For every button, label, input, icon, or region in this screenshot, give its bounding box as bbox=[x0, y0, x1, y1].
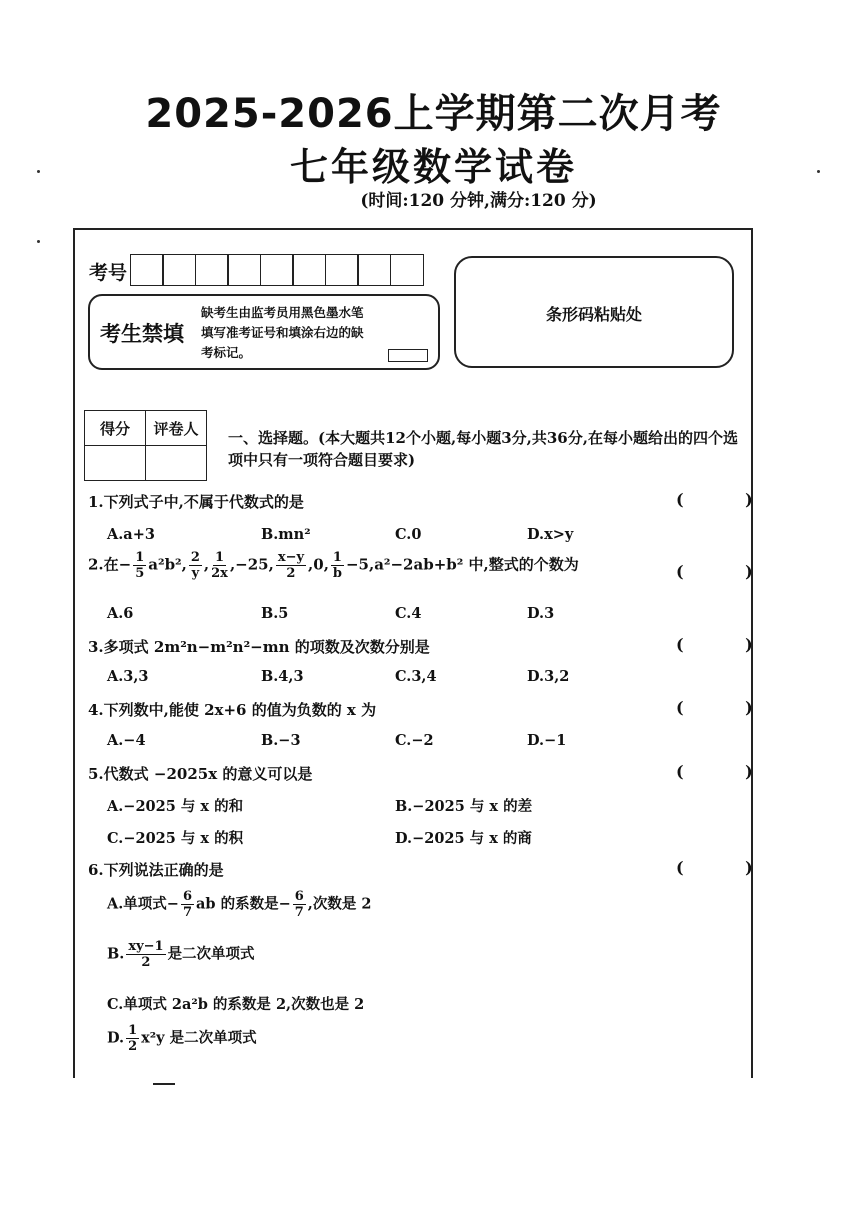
absent-mark-box[interactable] bbox=[388, 349, 428, 362]
denominator: 7 bbox=[294, 905, 304, 920]
q4-option-b: B.−3 bbox=[261, 732, 301, 749]
exam-number-box[interactable] bbox=[227, 254, 261, 286]
numerator: 6 bbox=[294, 889, 304, 904]
score-table bbox=[84, 410, 207, 481]
exam-number-box[interactable] bbox=[195, 254, 229, 286]
q6-a-text: ,次数是 2 bbox=[307, 895, 372, 913]
q2-text: −5,a²−2ab+b² 中,整式的个数为 bbox=[345, 555, 579, 574]
q2-option-c: C.4 bbox=[395, 605, 422, 622]
q1-option-c: C.0 bbox=[395, 526, 422, 543]
numerator: xy−1 bbox=[128, 939, 164, 954]
q2-text: 2.在− bbox=[88, 555, 132, 574]
exam-number-boxes[interactable] bbox=[131, 254, 424, 286]
q2-fraction bbox=[331, 551, 344, 580]
exam-subtitle: 七年级数学试卷 bbox=[289, 145, 577, 189]
q3-option-c: C.3,4 bbox=[395, 668, 437, 685]
time-info: (时间:120 分钟,满分:120 分) bbox=[360, 191, 597, 211]
q2-fraction bbox=[133, 551, 146, 580]
scan-dash bbox=[153, 1083, 175, 1085]
scan-speck bbox=[37, 170, 40, 173]
q3-option-b: B.4,3 bbox=[261, 668, 304, 685]
scan-speck bbox=[817, 170, 820, 173]
q6-b-text: 是二次单项式 bbox=[167, 945, 255, 963]
q1-option-b: B.mn² bbox=[261, 526, 311, 543]
q6-d-fraction bbox=[126, 1024, 139, 1053]
question-3-stem: 3.多项式 2m²n−m²n²−mn 的项数及次数分别是 bbox=[88, 638, 430, 656]
q6-option-a bbox=[107, 890, 371, 919]
exam-number-box[interactable] bbox=[292, 254, 326, 286]
exam-number-label: 考号 bbox=[89, 262, 128, 284]
scan-speck bbox=[37, 240, 40, 243]
score-cell[interactable] bbox=[85, 446, 146, 481]
denominator: 2 bbox=[141, 955, 151, 970]
q5-option-a: A.−2025 与 x 的和 bbox=[107, 798, 244, 815]
q2-text: ,0, bbox=[308, 555, 329, 574]
numerator: 1 bbox=[215, 550, 225, 565]
answer-paren[interactable]: ( ) bbox=[676, 562, 781, 581]
denominator: 5 bbox=[135, 566, 145, 581]
answer-paren[interactable]: ( ) bbox=[676, 762, 781, 781]
exam-number-box[interactable] bbox=[162, 254, 196, 286]
q1-option-d: D.x>y bbox=[527, 526, 574, 543]
question-6-stem: 6.下列说法正确的是 bbox=[88, 861, 224, 879]
q2-option-d: D.3 bbox=[527, 605, 555, 622]
denominator: y bbox=[191, 566, 200, 581]
q1-option-a: A.a+3 bbox=[107, 526, 155, 543]
denominator: 2 bbox=[286, 566, 296, 581]
answer-paren[interactable]: ( ) bbox=[676, 635, 781, 654]
q6-d-text: D. bbox=[107, 1029, 125, 1047]
exam-number-box[interactable] bbox=[130, 254, 164, 286]
q2-option-a: A.6 bbox=[107, 605, 134, 622]
q6-a-fraction bbox=[181, 890, 194, 919]
exam-number-box[interactable] bbox=[357, 254, 391, 286]
numerator: 1 bbox=[128, 1023, 138, 1038]
q2-fraction bbox=[276, 551, 306, 580]
numerator: 1 bbox=[332, 550, 342, 565]
q6-a-text: ab 的系数是− bbox=[196, 895, 291, 913]
q4-option-c: C.−2 bbox=[395, 732, 434, 749]
restricted-title: 考生禁填 bbox=[100, 321, 184, 346]
exam-title: 2025-2026上学期第二次月考 bbox=[145, 91, 722, 137]
denominator: b bbox=[332, 566, 342, 581]
q4-option-d: D.−1 bbox=[527, 732, 567, 749]
barcode-label: 条形码粘贴处 bbox=[545, 305, 642, 324]
q2-text: ,−25, bbox=[229, 555, 274, 574]
q6-a-fraction bbox=[293, 890, 306, 919]
question-1-stem: 1.下列式子中,不属于代数式的是 bbox=[88, 493, 304, 511]
q6-d-text: x²y 是二次单项式 bbox=[141, 1029, 257, 1047]
q6-b-fraction bbox=[126, 940, 165, 969]
numerator: 6 bbox=[182, 889, 192, 904]
answer-paren[interactable]: ( ) bbox=[676, 698, 781, 717]
q6-a-text: A.单项式− bbox=[107, 895, 179, 913]
grader-cell[interactable] bbox=[146, 446, 207, 481]
q6-option-c: C.单项式 2a²b 的系数是 2,次数也是 2 bbox=[107, 996, 365, 1013]
exam-number-box[interactable] bbox=[260, 254, 294, 286]
section-heading: 一、选择题。(本大题共12个小题,每小题3分,共36分,在每小题给出的四个选项中只有一项符合题目要求) bbox=[228, 429, 738, 469]
restricted-text: 缺考生由监考员用黑色墨水笔填写准考证号和填涂右边的缺考标记。 bbox=[201, 305, 364, 360]
exam-number-box[interactable] bbox=[325, 254, 359, 286]
q3-option-a: A.3,3 bbox=[107, 668, 149, 685]
answer-paren[interactable]: ( ) bbox=[676, 490, 781, 509]
q5-option-c: C.−2025 与 x 的积 bbox=[107, 830, 244, 847]
denominator: 7 bbox=[182, 905, 192, 920]
numerator: 2 bbox=[190, 550, 200, 565]
q6-option-d bbox=[107, 1024, 257, 1053]
q4-option-a: A.−4 bbox=[107, 732, 146, 749]
question-2-stem bbox=[88, 551, 579, 580]
q2-text: , bbox=[203, 555, 210, 574]
q5-option-b: B.−2025 与 x 的差 bbox=[395, 798, 533, 815]
denominator: 2x bbox=[211, 566, 228, 581]
numerator: 1 bbox=[135, 550, 145, 565]
numerator: x−y bbox=[277, 550, 305, 565]
answer-paren[interactable]: ( ) bbox=[676, 858, 781, 877]
q6-b-text: B. bbox=[107, 945, 125, 963]
q2-option-b: B.5 bbox=[261, 605, 289, 622]
grader-header: 评卷人 bbox=[146, 411, 207, 446]
question-5-stem: 5.代数式 −2025x 的意义可以是 bbox=[88, 765, 313, 783]
question-4-stem: 4.下列数中,能使 2x+6 的值为负数的 x 为 bbox=[88, 701, 377, 719]
q2-text: a²b², bbox=[148, 555, 187, 574]
q2-fraction bbox=[211, 551, 228, 580]
q2-fraction bbox=[189, 551, 202, 580]
exam-number-box[interactable] bbox=[390, 254, 424, 286]
q3-option-d: D.3,2 bbox=[527, 668, 570, 685]
denominator: 2 bbox=[128, 1039, 138, 1054]
score-header: 得分 bbox=[85, 411, 146, 446]
q6-option-b bbox=[107, 940, 255, 969]
q5-option-d: D.−2025 与 x 的商 bbox=[395, 830, 532, 847]
